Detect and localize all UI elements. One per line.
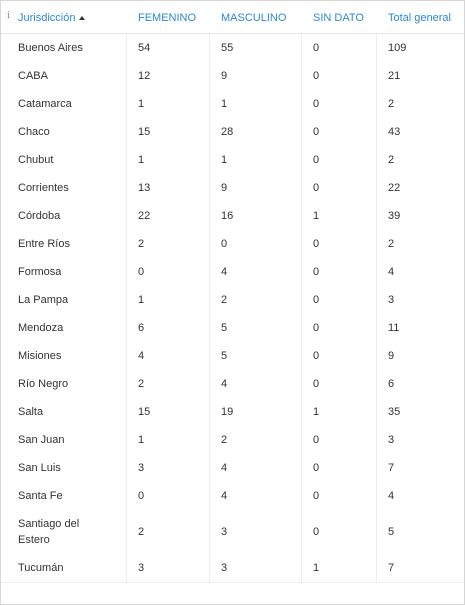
column-header-label: FEMENINO: [138, 12, 197, 24]
cell-sin-dato: 0: [313, 462, 320, 474]
cell-jurisdiccion: Entre Ríos: [18, 238, 70, 250]
cell-jurisdiccion: Santiago del Estero: [18, 518, 80, 546]
cell-sin-dato: 0: [313, 350, 320, 362]
cell-femenino: 2: [138, 526, 145, 538]
cell-femenino: 3: [138, 462, 145, 474]
table-row: [1, 62, 464, 91]
sort-ascending-icon: [79, 16, 85, 20]
column-divider: [209, 286, 210, 314]
cell-jurisdiccion: Formosa: [18, 266, 62, 278]
column-divider: [301, 554, 302, 582]
table-row: [1, 398, 464, 427]
column-divider: [376, 34, 377, 62]
column-divider: [376, 174, 377, 202]
column-divider: [126, 510, 127, 554]
column-divider: [126, 482, 127, 510]
cell-total-general: 4: [388, 266, 395, 278]
table-row: [1, 314, 464, 343]
column-divider: [126, 314, 127, 342]
cell-sin-dato: 0: [313, 490, 320, 502]
cell-sin-dato: 0: [313, 154, 320, 166]
table-row: [1, 554, 464, 583]
cell-jurisdiccion: Chaco: [18, 126, 50, 138]
column-header-label: MASCULINO: [221, 12, 287, 24]
column-divider: [376, 202, 377, 230]
column-divider: [376, 314, 377, 342]
column-divider: [376, 258, 377, 286]
column-divider: [209, 314, 210, 342]
cell-sin-dato: 0: [313, 182, 320, 194]
column-divider: [209, 398, 210, 426]
column-divider: [376, 146, 377, 174]
cell-jurisdiccion: Salta: [18, 406, 44, 418]
cell-jurisdiccion: Córdoba: [18, 210, 61, 222]
column-header-total-general[interactable]: [388, 1, 458, 33]
column-divider: [301, 510, 302, 554]
table-row: [1, 426, 464, 455]
column-divider: [126, 118, 127, 146]
cell-femenino: 1: [138, 154, 145, 166]
column-divider: [126, 34, 127, 62]
cell-sin-dato: 0: [313, 294, 320, 306]
column-header-label: SIN DATO: [313, 12, 364, 24]
cell-masculino: 4: [221, 462, 228, 474]
cell-total-general: 6: [388, 378, 395, 390]
column-divider: [209, 146, 210, 174]
cell-femenino: 0: [138, 266, 145, 278]
column-divider: [301, 90, 302, 118]
cell-sin-dato: 0: [313, 266, 320, 278]
cell-sin-dato: 0: [313, 322, 320, 334]
column-divider: [301, 398, 302, 426]
table-row: [1, 454, 464, 483]
cell-total-general: 2: [388, 154, 395, 166]
column-divider: [126, 454, 127, 482]
column-header-label: Total general: [388, 12, 451, 24]
cell-total-general: 35: [388, 406, 401, 418]
column-divider: [126, 286, 127, 314]
cell-femenino: 15: [138, 406, 151, 418]
cell-femenino: 12: [138, 70, 151, 82]
cell-sin-dato: 0: [313, 42, 320, 54]
column-divider: [126, 342, 127, 370]
column-divider: [301, 314, 302, 342]
cell-total-general: 22: [388, 182, 401, 194]
column-divider: [301, 286, 302, 314]
cell-femenino: 4: [138, 350, 145, 362]
cell-femenino: 22: [138, 210, 151, 222]
column-divider: [126, 554, 127, 582]
table-row: [1, 90, 464, 119]
cell-femenino: 2: [138, 378, 145, 390]
column-divider: [126, 258, 127, 286]
cell-total-general: 5: [388, 526, 395, 538]
column-divider: [209, 62, 210, 90]
info-icon[interactable]: i: [7, 11, 10, 21]
cell-jurisdiccion: La Pampa: [18, 294, 69, 306]
cell-masculino: 55: [221, 42, 234, 54]
cell-total-general: 7: [388, 562, 395, 574]
cell-femenino: 6: [138, 322, 145, 334]
cell-jurisdiccion: San Juan: [18, 434, 65, 446]
column-divider: [376, 510, 377, 554]
table-row: [1, 258, 464, 287]
cell-jurisdiccion: CABA: [18, 70, 48, 82]
column-divider: [376, 342, 377, 370]
cell-total-general: 39: [388, 210, 401, 222]
column-divider: [209, 118, 210, 146]
cell-total-general: 21: [388, 70, 401, 82]
table-row: [1, 34, 464, 63]
cell-femenino: 54: [138, 42, 151, 54]
column-divider: [209, 482, 210, 510]
cell-masculino: 5: [221, 350, 228, 362]
cell-masculino: 4: [221, 266, 228, 278]
cell-jurisdiccion: Río Negro: [18, 378, 69, 390]
table-row: [1, 482, 464, 511]
cell-masculino: 3: [221, 562, 228, 574]
cell-sin-dato: 0: [313, 238, 320, 250]
column-divider: [209, 370, 210, 398]
cell-masculino: 0: [221, 238, 228, 250]
cell-femenino: 15: [138, 126, 151, 138]
cell-masculino: 9: [221, 70, 228, 82]
cell-masculino: 3: [221, 526, 228, 538]
column-divider: [301, 202, 302, 230]
cell-masculino: 28: [221, 126, 234, 138]
cell-jurisdiccion: Tucumán: [18, 562, 64, 574]
cell-jurisdiccion: Mendoza: [18, 322, 64, 334]
table-row: [1, 202, 464, 231]
table-row: [1, 146, 464, 175]
column-divider: [209, 174, 210, 202]
cell-sin-dato: 0: [313, 98, 320, 110]
cell-total-general: 9: [388, 350, 395, 362]
table-row: [1, 230, 464, 259]
table-row: [1, 286, 464, 315]
column-divider: [301, 258, 302, 286]
column-divider: [126, 174, 127, 202]
cell-total-general: 4: [388, 490, 395, 502]
column-header-jurisdiccion[interactable]: [18, 1, 113, 33]
column-divider: [126, 230, 127, 258]
cell-sin-dato: 0: [313, 126, 320, 138]
cell-jurisdiccion: Corrientes: [18, 182, 69, 194]
column-divider: [126, 90, 127, 118]
column-divider: [301, 62, 302, 90]
column-divider: [209, 454, 210, 482]
column-divider: [209, 258, 210, 286]
column-divider: [376, 230, 377, 258]
column-divider: [126, 146, 127, 174]
table-header: [1, 1, 464, 34]
cell-sin-dato: 0: [313, 378, 320, 390]
cell-masculino: 9: [221, 182, 228, 194]
column-divider: [209, 342, 210, 370]
cell-masculino: 2: [221, 294, 228, 306]
column-divider: [301, 454, 302, 482]
cell-jurisdiccion: Misiones: [18, 350, 62, 362]
cell-masculino: 4: [221, 378, 228, 390]
cell-masculino: 16: [221, 210, 234, 222]
cell-jurisdiccion: Chubut: [18, 154, 54, 166]
column-divider: [209, 90, 210, 118]
column-divider: [301, 342, 302, 370]
cell-femenino: 1: [138, 98, 145, 110]
cell-total-general: 43: [388, 126, 401, 138]
column-divider: [126, 62, 127, 90]
column-divider: [376, 90, 377, 118]
cell-total-general: 3: [388, 434, 395, 446]
column-divider: [209, 34, 210, 62]
column-divider: [301, 370, 302, 398]
column-divider: [301, 482, 302, 510]
cell-femenino: 0: [138, 490, 145, 502]
cell-total-general: 3: [388, 294, 395, 306]
cell-femenino: 13: [138, 182, 151, 194]
column-divider: [301, 34, 302, 62]
table-row: [1, 174, 464, 203]
cell-jurisdiccion: Catamarca: [18, 98, 72, 110]
column-divider: [301, 426, 302, 454]
column-divider: [376, 286, 377, 314]
cell-masculino: 2: [221, 434, 228, 446]
column-divider: [376, 482, 377, 510]
cell-femenino: 1: [138, 294, 145, 306]
table-row: [1, 118, 464, 147]
cell-total-general: 2: [388, 98, 395, 110]
column-divider: [301, 118, 302, 146]
cell-sin-dato: 1: [313, 562, 320, 574]
cell-masculino: 19: [221, 406, 234, 418]
column-divider: [376, 398, 377, 426]
column-divider: [376, 370, 377, 398]
cell-sin-dato: 0: [313, 434, 320, 446]
column-divider: [209, 230, 210, 258]
column-divider: [126, 426, 127, 454]
column-divider: [376, 454, 377, 482]
cell-femenino: 1: [138, 434, 145, 446]
column-header-masculino[interactable]: [221, 1, 291, 33]
cell-jurisdiccion: Santa Fe: [18, 490, 63, 502]
cell-total-general: 2: [388, 238, 395, 250]
cell-femenino: 2: [138, 238, 145, 250]
column-header-sin-dato[interactable]: [313, 1, 373, 33]
cell-total-general: 109: [388, 42, 407, 54]
column-divider: [301, 174, 302, 202]
column-divider: [209, 202, 210, 230]
column-divider: [376, 554, 377, 582]
cell-sin-dato: 1: [313, 406, 320, 418]
cell-total-general: 7: [388, 462, 395, 474]
column-divider: [376, 426, 377, 454]
table-row: [1, 342, 464, 371]
column-divider: [126, 202, 127, 230]
column-header-femenino[interactable]: [138, 1, 208, 33]
cell-sin-dato: 0: [313, 70, 320, 82]
cell-masculino: 4: [221, 490, 228, 502]
column-divider: [376, 118, 377, 146]
column-divider: [301, 146, 302, 174]
column-header-label: Jurisdicción: [18, 12, 76, 24]
table-row: [1, 510, 464, 555]
column-divider: [126, 398, 127, 426]
column-divider: [209, 426, 210, 454]
cell-masculino: 5: [221, 322, 228, 334]
cell-sin-dato: 1: [313, 210, 320, 222]
cell-jurisdiccion: San Luis: [18, 462, 61, 474]
cell-total-general: 11: [388, 322, 400, 334]
column-divider: [209, 554, 210, 582]
cell-masculino: 1: [221, 154, 228, 166]
column-divider: [376, 62, 377, 90]
cell-jurisdiccion: Buenos Aires: [18, 42, 83, 54]
cell-masculino: 1: [221, 98, 228, 110]
cell-femenino: 3: [138, 562, 145, 574]
cell-sin-dato: 0: [313, 526, 320, 538]
column-divider: [301, 230, 302, 258]
column-divider: [126, 370, 127, 398]
table-row: [1, 370, 464, 399]
column-divider: [209, 510, 210, 554]
